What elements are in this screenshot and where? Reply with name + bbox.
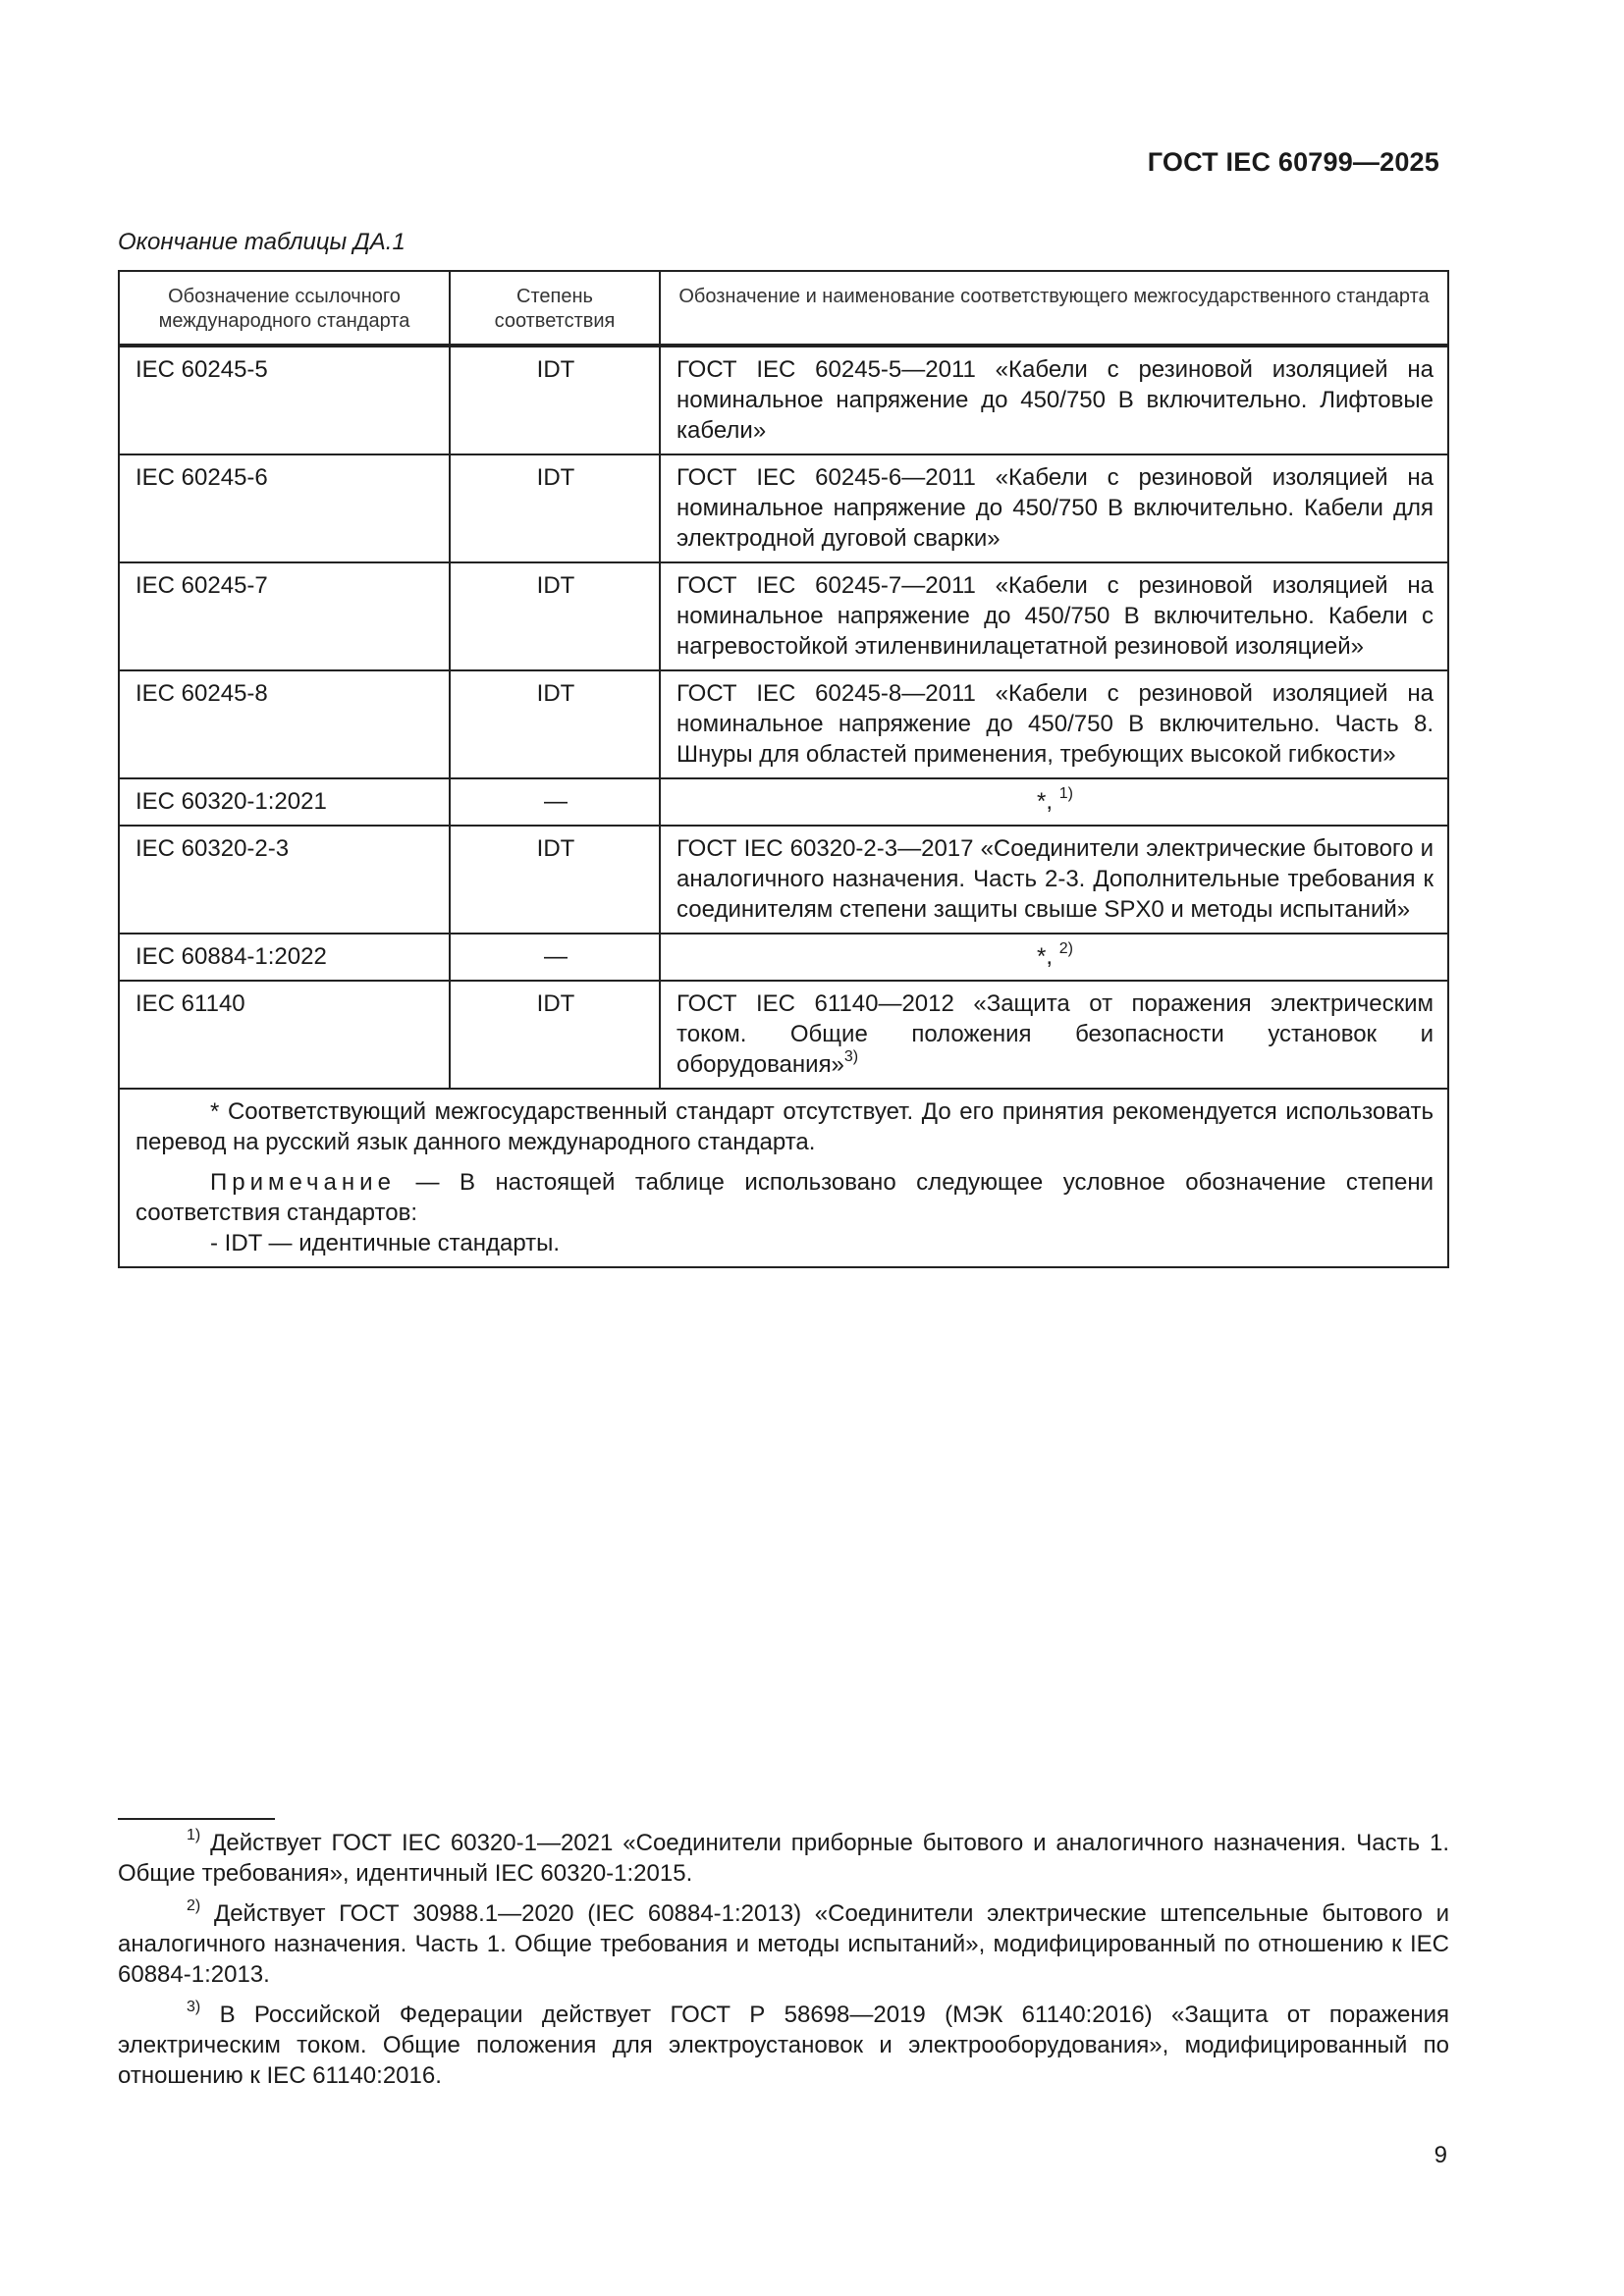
name-cell: ГОСТ IEC 60320-2-3—2017 «Соединители электрические бытового и аналогичного назначения. Часть 2-3. Дополнительные требования к соединителям степени защиты свыше SPX0 и методы испытаний» [660, 826, 1448, 934]
footnotes [118, 1828, 1449, 2101]
name-cell: ГОСТ IEC 60245-8—2011 «Кабели с резиновой изоляцией на номинальное напряжение до 450/750 В включительно. Часть 8. Шнуры для областей применения, требующих высокой гибкости» [660, 670, 1448, 778]
footnote-ref: 2) [1058, 940, 1073, 957]
name-cell [660, 981, 1448, 1089]
column-header-ref: Обозначение ссылочного международного стандарта [119, 271, 450, 346]
page-number: 9 [1434, 2142, 1447, 2168]
name-cell: ГОСТ IEC 60245-5—2011 «Кабели с резиновой изоляцией на номинальное напряжение до 450/750 В включительно. Лифтовые кабели» [660, 346, 1448, 454]
table-row [119, 826, 1448, 934]
degree-cell: IDT [450, 981, 660, 1089]
table-row [119, 778, 1448, 826]
table-row [119, 346, 1448, 454]
ref-cell: IEC 60245-7 [119, 562, 450, 670]
correspondence-table [118, 270, 1449, 1268]
absent-standard-mark: *, [1037, 788, 1054, 815]
degree-cell: IDT [450, 454, 660, 562]
footnote-text: В Российской Федерации действует ГОСТ Р 58698—2019 (МЭК 61140:2016) «Защита от поражения электрическим током. Общие положения для электроустановок и электрооборудования», модифицированный по отношению к IEC 61140:2016. [118, 2002, 1449, 2089]
footnote [118, 1898, 1449, 1990]
asterisk-note: * Соответствующий межгосударственный стандарт отсутствует. До его принятия рекомендуется использовать перевод на русский язык данного международного стандарта. [135, 1098, 1434, 1155]
name-cell: ГОСТ IEC 60245-6—2011 «Кабели с резиновой изоляцией на номинальное напряжение до 450/750 В включительно. Кабели для электродной дуговой сварки» [660, 454, 1448, 562]
note-label: Примечание [210, 1169, 396, 1196]
footnote-ref: 3) [843, 1048, 859, 1065]
document-code: ГОСТ IEC 60799—2025 [1147, 147, 1439, 177]
note [135, 1167, 1434, 1228]
degree-cell: — [450, 778, 660, 826]
ref-cell: IEC 60320-1:2021 [119, 778, 450, 826]
footnote-mark: 1) [187, 1827, 201, 1843]
footnote [118, 2000, 1449, 2091]
name-text: ГОСТ IEC 61140—2012 «Защита от поражения электрическим током. Общие положения безопасности установок и оборудования» [677, 990, 1434, 1078]
ref-cell: IEC 60245-8 [119, 670, 450, 778]
footnote-separator [118, 1818, 275, 1820]
ref-cell: IEC 60245-6 [119, 454, 450, 562]
table-caption: Окончание таблицы ДА.1 [118, 229, 406, 255]
ref-cell: IEC 60245-5 [119, 346, 450, 454]
table-row [119, 934, 1448, 981]
table-row [119, 454, 1448, 562]
degree-cell: IDT [450, 826, 660, 934]
table-notes [119, 1089, 1448, 1267]
column-header-name: Обозначение и наименование соответствующего межгосударственного стандарта [660, 271, 1448, 346]
footnote-mark: 3) [187, 1999, 201, 2015]
degree-cell: — [450, 934, 660, 981]
ref-cell: IEC 60884-1:2022 [119, 934, 450, 981]
note-item: - IDT — идентичные стандарты. [210, 1230, 561, 1256]
name-cell [660, 934, 1448, 981]
footnote-text: Действует ГОСТ 30988.1—2020 (IEC 60884-1:2013) «Соединители электрические штепсельные бытового и аналогичного назначения. Часть 1. Общие требования и методы испытаний», модифицированный по отношению к IEC 60884-1:2013. [118, 1900, 1449, 1988]
table-notes-row [119, 1089, 1448, 1267]
degree-cell: IDT [450, 346, 660, 454]
absent-standard-mark: *, [1037, 943, 1054, 970]
table-row [119, 981, 1448, 1089]
name-cell [660, 778, 1448, 826]
column-header-degree: Степень соответствия [450, 271, 660, 346]
footnote [118, 1828, 1449, 1889]
degree-cell: IDT [450, 670, 660, 778]
table-header-row [119, 271, 1448, 346]
note-text: — В настоящей таблице использовано следующее условное обозначение степени соответствия стандартов: [135, 1169, 1434, 1226]
table-row [119, 670, 1448, 778]
ref-cell: IEC 60320-2-3 [119, 826, 450, 934]
name-cell: ГОСТ IEC 60245-7—2011 «Кабели с резиновой изоляцией на номинальное напряжение до 450/750 В включительно. Кабели с нагревостойкой этиленвинилацетатной резиновой изоляцией» [660, 562, 1448, 670]
footnote-text: Действует ГОСТ IEC 60320-1—2021 «Соединители приборные бытового и аналогичного назначения. Часть 1. Общие требования», идентичный IEC 60320-1:2015. [118, 1830, 1449, 1887]
table-row [119, 562, 1448, 670]
ref-cell: IEC 61140 [119, 981, 450, 1089]
degree-cell: IDT [450, 562, 660, 670]
footnote-ref: 1) [1058, 785, 1073, 802]
footnote-mark: 2) [187, 1897, 201, 1914]
